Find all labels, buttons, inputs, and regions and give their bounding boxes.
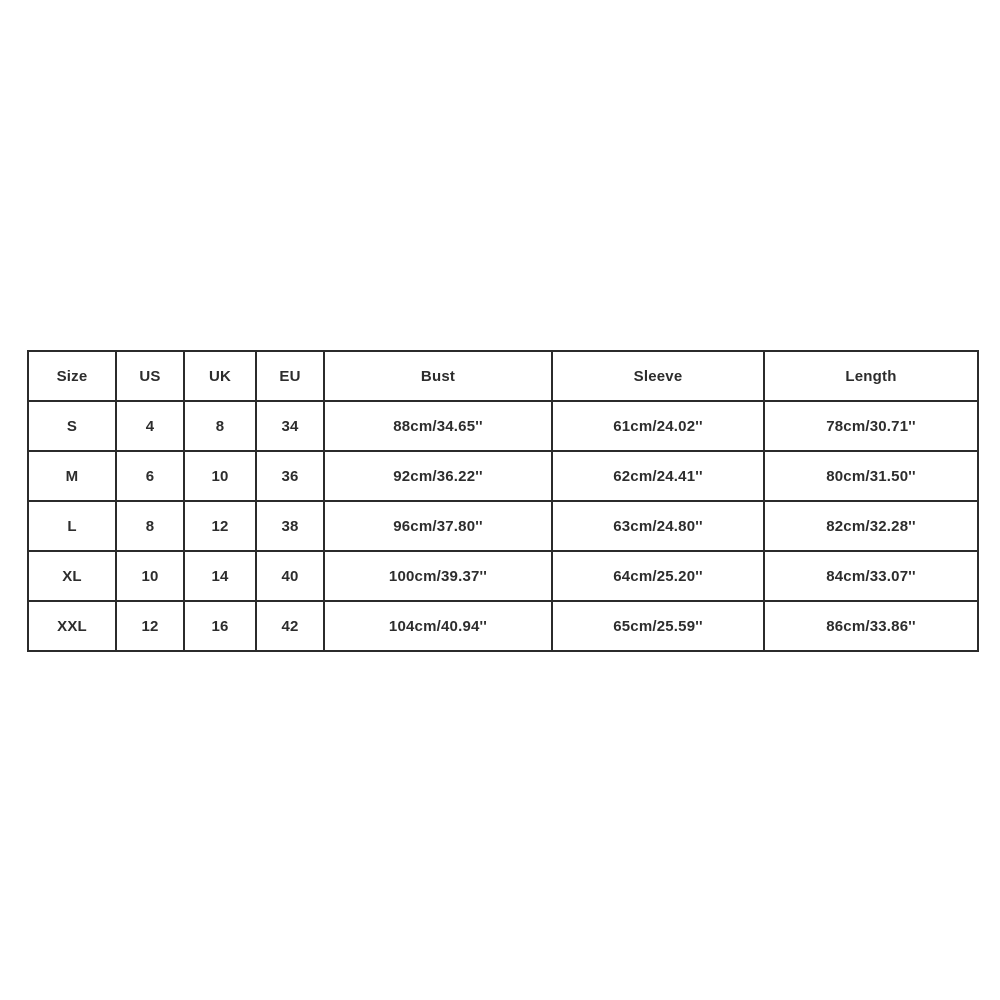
cell-size: XL [28, 551, 116, 601]
column-header-length: Length [764, 351, 978, 401]
cell-size: M [28, 451, 116, 501]
cell-length: 80cm/31.50'' [764, 451, 978, 501]
column-header-eu: EU [256, 351, 324, 401]
cell-bust: 88cm/34.65'' [324, 401, 552, 451]
cell-sleeve: 63cm/24.80'' [552, 501, 764, 551]
cell-eu: 36 [256, 451, 324, 501]
cell-sleeve: 61cm/24.02'' [552, 401, 764, 451]
cell-size: S [28, 401, 116, 451]
cell-eu: 40 [256, 551, 324, 601]
cell-length: 84cm/33.07'' [764, 551, 978, 601]
header-row [28, 351, 978, 401]
cell-us: 12 [116, 601, 184, 651]
column-header-size: Size [28, 351, 116, 401]
cell-eu: 34 [256, 401, 324, 451]
column-header-us: US [116, 351, 184, 401]
cell-size: L [28, 501, 116, 551]
cell-uk: 14 [184, 551, 256, 601]
size-chart-table [27, 350, 979, 652]
cell-sleeve: 62cm/24.41'' [552, 451, 764, 501]
cell-sleeve: 64cm/25.20'' [552, 551, 764, 601]
cell-bust: 92cm/36.22'' [324, 451, 552, 501]
cell-us: 6 [116, 451, 184, 501]
cell-uk: 10 [184, 451, 256, 501]
cell-us: 8 [116, 501, 184, 551]
cell-bust: 96cm/37.80'' [324, 501, 552, 551]
table-row-xl [28, 551, 978, 601]
cell-uk: 12 [184, 501, 256, 551]
cell-uk: 8 [184, 401, 256, 451]
cell-uk: 16 [184, 601, 256, 651]
table-row-xxl [28, 601, 978, 651]
column-header-sleeve: Sleeve [552, 351, 764, 401]
cell-length: 82cm/32.28'' [764, 501, 978, 551]
cell-length: 78cm/30.71'' [764, 401, 978, 451]
cell-eu: 42 [256, 601, 324, 651]
column-header-bust: Bust [324, 351, 552, 401]
cell-bust: 104cm/40.94'' [324, 601, 552, 651]
cell-us: 4 [116, 401, 184, 451]
column-header-uk: UK [184, 351, 256, 401]
cell-bust: 100cm/39.37'' [324, 551, 552, 601]
cell-size: XXL [28, 601, 116, 651]
table-row-m [28, 451, 978, 501]
cell-length: 86cm/33.86'' [764, 601, 978, 651]
cell-us: 10 [116, 551, 184, 601]
table-row-l [28, 501, 978, 551]
table-row-s [28, 401, 978, 451]
cell-eu: 38 [256, 501, 324, 551]
cell-sleeve: 65cm/25.59'' [552, 601, 764, 651]
